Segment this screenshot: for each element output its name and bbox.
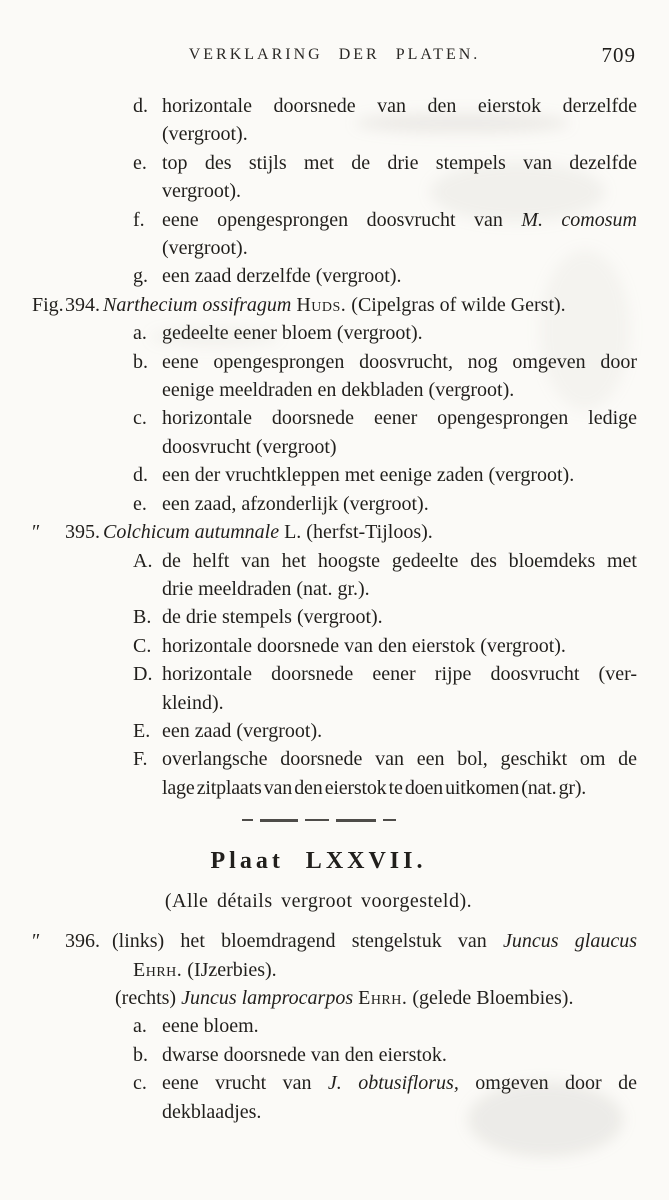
text-segment: eenige meeldraden en dekbladen (vergroot).	[162, 379, 515, 402]
entry-marker	[133, 1041, 159, 1069]
entry-line	[0, 984, 637, 1012]
entry-marker	[133, 149, 159, 177]
entry-line	[0, 956, 637, 984]
entry-line	[0, 376, 637, 404]
marker-part: F.	[133, 748, 148, 771]
figure-entry	[0, 291, 637, 319]
text-segment: een zaad (vergroot).	[162, 719, 323, 742]
item-entry	[0, 149, 637, 206]
figure-entry	[0, 518, 637, 546]
text-segment: de helft van het hoogste gedeelte des bloemdeks met	[162, 549, 637, 572]
item-entry	[0, 461, 637, 489]
item-entry	[0, 490, 637, 518]
text-segment: (gelede Bloembies).	[407, 986, 574, 1009]
divider-dash	[260, 819, 298, 822]
item-entry	[0, 404, 637, 461]
entry-line	[0, 319, 637, 347]
entry-line	[0, 262, 637, 290]
section-divider	[219, 818, 419, 822]
entry-line	[0, 1041, 637, 1069]
marker-part: e.	[133, 492, 147, 515]
text-segment: Ehrh.	[133, 958, 183, 981]
entry-line	[0, 632, 637, 660]
item-entry	[0, 1012, 637, 1040]
page-number: 709	[601, 43, 636, 67]
text-segment: drie meeldraden (nat. gr.).	[162, 577, 370, 600]
text-segment: top des stijls met de drie stempels van dezelfde	[162, 151, 637, 174]
page-header	[0, 43, 669, 70]
text-segment: M. comosum	[521, 208, 637, 231]
text-segment: Juncus lamprocarpos	[181, 986, 354, 1009]
text-segment: een zaad derzelfde (vergroot).	[162, 265, 402, 288]
figure-entry	[0, 927, 637, 1012]
entry-marker	[133, 745, 159, 773]
marker-part: A.	[133, 549, 153, 572]
text-segment: eene opengesprongen doosvrucht, nog omgeven door	[162, 350, 637, 373]
entry-marker	[32, 291, 100, 319]
marker-part: a.	[133, 322, 147, 345]
entry-line	[0, 660, 637, 688]
entry-marker	[133, 490, 159, 518]
entry-line	[0, 717, 637, 745]
entry-line	[0, 461, 637, 489]
marker-part: D.	[133, 663, 153, 686]
text-segment: J. obtusiflorus,	[327, 1072, 459, 1095]
item-entry	[0, 745, 637, 802]
item-entry	[0, 1069, 637, 1126]
entry-line	[0, 927, 637, 955]
entry-line	[0, 490, 637, 518]
plate-heading: Plaat LXXVII.	[210, 848, 427, 875]
text-segment: een der vruchtkleppen met eenige zaden (vergroot).	[162, 464, 575, 487]
marker-part: e.	[133, 151, 147, 174]
marker-part: E.	[133, 719, 151, 742]
entry-line	[0, 177, 637, 205]
entry-line	[0, 1098, 637, 1126]
marker-part: c.	[133, 407, 147, 430]
text-segment: kleind).	[162, 691, 224, 714]
marker-part: d.	[133, 95, 148, 117]
text-segment: (vergroot).	[162, 237, 248, 260]
text-segment: Ehrh.	[358, 986, 408, 1009]
marker-part: B.	[133, 606, 152, 629]
entry-line	[0, 348, 637, 376]
text-segment: de drie stempels (vergroot).	[162, 606, 383, 629]
marker-part: C.	[133, 634, 152, 657]
text-segment: L. (herfst-Tijloos).	[279, 521, 433, 544]
text-segment: (rechts)	[115, 986, 182, 1009]
item-entry	[0, 319, 637, 347]
text-segment: dwarse doorsnede van den eierstok.	[162, 1043, 447, 1066]
marker-part: g.	[133, 265, 148, 288]
entry-line	[0, 206, 637, 234]
text-segment: vergroot).	[162, 180, 242, 203]
marker-part: c.	[133, 1072, 147, 1095]
text-segment: horizontale doorsnede van den eierstok derzelfde	[162, 95, 637, 117]
text-segment: een zaad, afzonderlijk (vergroot).	[162, 492, 429, 515]
marker-part: b.	[133, 350, 148, 373]
text-segment: (Cipelgras of wilde Gerst).	[346, 293, 566, 316]
divider-dash	[242, 819, 253, 821]
entry-marker	[133, 319, 159, 347]
item-entry	[0, 1041, 637, 1069]
entry-line	[0, 120, 637, 148]
item-entry	[0, 632, 637, 660]
entry-line	[0, 234, 637, 262]
entry-line	[0, 92, 637, 120]
text-segment: gedeelte eener bloem (vergroot).	[162, 322, 423, 345]
entry-line	[0, 404, 637, 432]
item-entry	[0, 92, 637, 149]
plate-explanation-list	[0, 92, 669, 1126]
text-segment: eene vrucht van	[162, 1072, 328, 1095]
marker-part: Fig.	[32, 293, 64, 316]
entry-line	[0, 689, 637, 717]
text-segment: overlangsche doorsnede van een bol, geschikt om de	[162, 748, 637, 771]
marker-part: ″	[32, 930, 41, 953]
item-entry	[0, 547, 637, 604]
entry-marker	[133, 206, 159, 234]
text-segment: lage zitplaats van den eierstok te doen uitkomen (nat. gr).	[162, 776, 587, 799]
item-entry	[0, 660, 637, 717]
marker-part: f.	[133, 208, 145, 231]
divider-dash	[336, 819, 376, 822]
marker-part: d.	[133, 464, 148, 487]
entry-line	[0, 1069, 637, 1097]
text-segment: Colchicum autumnale	[103, 521, 280, 544]
text-segment: (IJzerbies).	[182, 958, 277, 981]
item-entry	[0, 206, 637, 263]
entry-line	[0, 433, 637, 461]
text-segment: (vergroot).	[162, 123, 248, 146]
entry-line	[0, 291, 637, 319]
divider-dash	[383, 819, 396, 821]
marker-part: 394.	[65, 293, 100, 316]
item-entry	[0, 348, 637, 405]
entry-marker	[133, 632, 159, 660]
entry-marker	[133, 1069, 159, 1097]
entry-marker	[133, 660, 159, 688]
entry-marker	[133, 603, 159, 631]
divider-dash	[305, 819, 329, 821]
text-segment: dekblaadjes.	[162, 1100, 262, 1123]
item-entry	[0, 603, 637, 631]
entry-line	[0, 603, 637, 631]
entry-marker	[32, 927, 100, 955]
text-segment: horizontale doorsnede van den eierstok (vergroot).	[162, 634, 566, 657]
text-segment: (links) het bloemdragend stengelstuk van	[112, 930, 504, 953]
item-entry	[0, 717, 637, 745]
entry-line	[0, 518, 637, 546]
entry-line	[0, 575, 637, 603]
entry-marker	[133, 404, 159, 432]
text-segment: Huds.	[296, 293, 347, 316]
entry-marker	[133, 461, 159, 489]
entry-line	[0, 774, 637, 802]
text-segment: doosvrucht (vergroot)	[162, 435, 337, 458]
text-segment: horizontale doorsnede eener rijpe doosvrucht (ver-	[162, 663, 637, 686]
entry-marker	[133, 262, 159, 290]
entry-line	[0, 149, 637, 177]
marker-part: b.	[133, 1043, 148, 1066]
text-segment: Juncus glaucus	[503, 930, 637, 953]
text-segment: Narthecium ossifragum	[103, 293, 292, 316]
entry-marker	[133, 1012, 159, 1040]
entry-marker	[133, 348, 159, 376]
text-segment: eene bloem.	[162, 1015, 259, 1038]
marker-part: ″	[32, 521, 41, 544]
item-entry	[0, 262, 637, 290]
entry-line	[0, 1012, 637, 1040]
marker-part: 395.	[65, 521, 100, 544]
text-segment: eene opengesprongen doosvrucht van	[162, 208, 522, 231]
text-segment: omgeven door de	[458, 1072, 637, 1095]
entry-line	[0, 547, 637, 575]
entry-marker	[133, 547, 159, 575]
marker-part: 396.	[65, 930, 100, 953]
running-title: VERKLARING DER PLATEN.	[188, 46, 481, 63]
entry-line	[0, 745, 637, 773]
text-segment: horizontale doorsnede eener opengesprongen ledige	[162, 407, 637, 430]
entry-marker	[133, 92, 159, 120]
entry-marker	[133, 717, 159, 745]
plate-subheading: (Alle détails vergroot voorgesteld).	[164, 890, 473, 913]
entry-marker	[32, 518, 100, 546]
marker-part: a.	[133, 1015, 147, 1038]
